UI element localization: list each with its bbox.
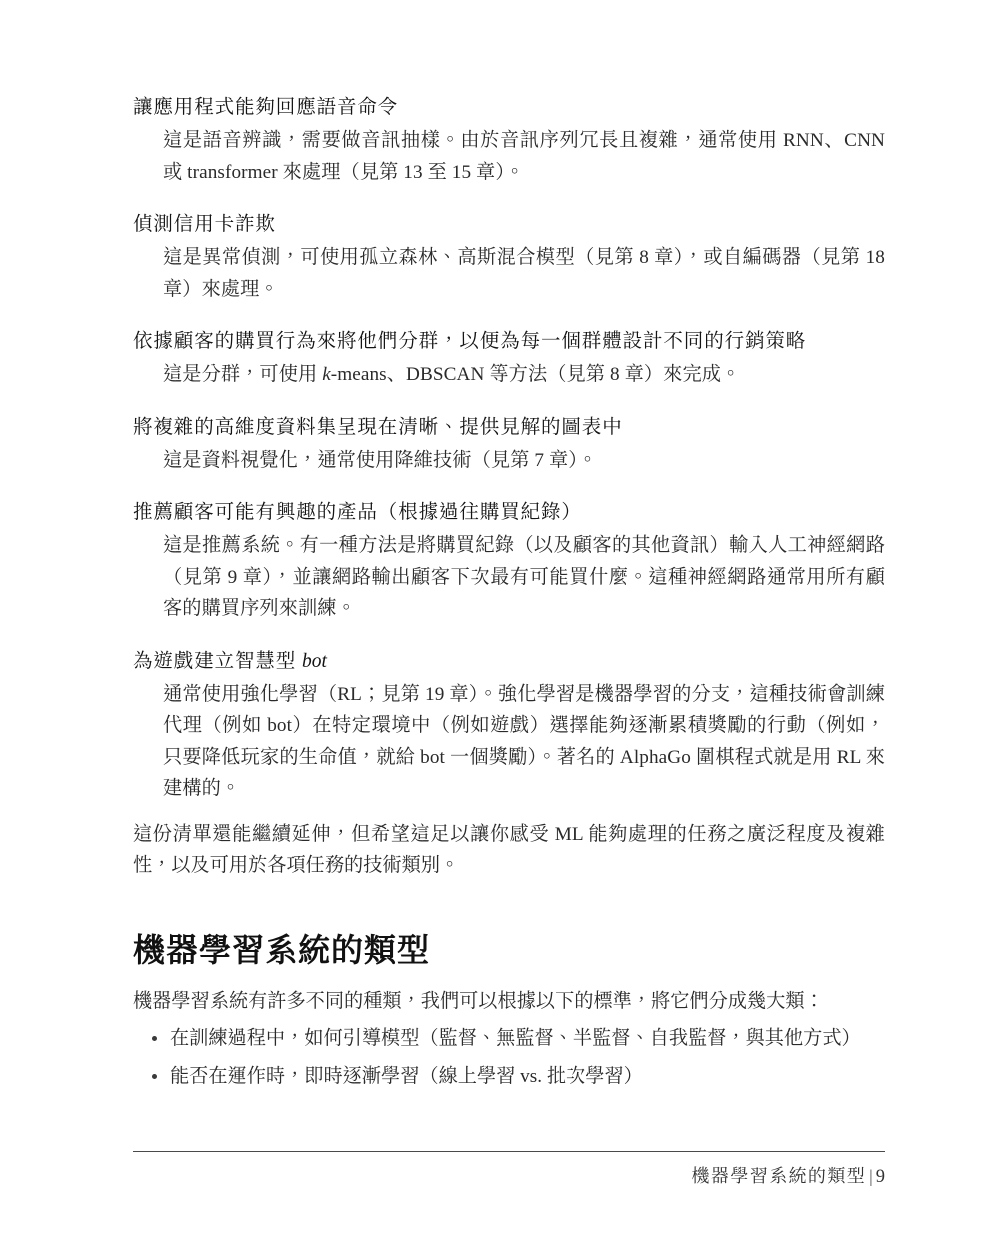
definition-term-text: 偵測信用卡詐欺 [133,214,276,235]
definition-term [133,92,885,123]
definition-term-text: 讓應用程式能夠回應語音命令 [133,97,399,118]
definition-term-text: 為遊戲建立智慧型 [133,650,302,672]
spacer [133,200,885,209]
page-footer [692,1163,885,1190]
footer-title: 機器學習系統的類型 [691,1166,867,1186]
definition-term-text: 推薦顧客可能有興趣的產品（根據過往購買紀錄） [133,502,582,523]
closing-paragraph: 這份清單還能繼續延伸，但希望這足以讓你感受 ML 能夠處理的任務之廣泛程度及複雜性，以及可用於各項任務的技術類別。 [133,823,885,876]
list-item [133,1023,885,1055]
spacer [133,403,885,412]
definition-body: 這是異常偵測，可使用孤立森林、高斯混合模型（見第 8 章），或自編碼器（見第 18 章）來處理。 [163,247,885,300]
algorithm-name-italic: k [322,364,331,385]
bullet-dot-icon [152,1074,157,1079]
criteria-bullet-list [133,1023,885,1092]
list-item [133,1061,885,1093]
footer-page-number: 9 [875,1167,885,1187]
definition-body: 這是語音辨識，需要做音訊抽樣。由於音訊序列冗長且複雜，通常使用 RNN、CNN 或 transformer 來處理（見第 13 至 15 章）。 [163,130,885,183]
definition-term [133,412,885,443]
spacer [133,488,885,497]
definition-term [133,326,885,357]
definition-body: 這是推薦系統。有一種方法是將購買紀錄（以及顧客的其他資訊）輸入人工神經網路（見第 9 章），並讓網路輸出顧客下次最有可能買什麼。這種神經網路通常用所有顧客的購買序列來訓練。 [163,535,885,619]
definition-body: 這是資料視覺化，通常使用降維技術（見第 7 章）。 [163,449,598,471]
task-definition-list [133,92,885,805]
definition-term [133,497,885,528]
definition-term [133,209,885,240]
spacer [133,637,885,646]
definition-body-prefix: 這是分群，可使用 [163,364,323,385]
spacer [133,317,885,326]
page-content [133,92,885,1098]
definition-term-italic-suffix: bot [301,650,327,672]
footer-divider [133,1151,885,1152]
footer-separator: | [869,1166,873,1186]
definition-body: 通常使用強化學習（RL；見第 19 章）。強化學習是機器學習的分支，這種技術會訓練代理（例如 bot）在特定環境中（例如遊戲）選擇能夠逐漸累積獎勵的行動（例如，只要降低玩家的生命值，就給 bot 一個獎勵）。著名的 AlphaGo 圍棋程式就是用 RL 來建構的。 [163,683,885,799]
definition-body [133,359,885,391]
definition-term-text: 將複雜的高維度資料集呈現在清晰、提供見解的圖表中 [133,416,623,438]
bullet-dot-icon [152,1036,157,1041]
section-heading: 機器學習系統的類型 [133,930,431,969]
definition-term-text: 依據顧客的購買行為來將他們分群，以便為每一個群體設計不同的行銷策略 [133,331,807,352]
definition-term [133,646,885,677]
section-intro-paragraph: 機器學習系統有許多不同的種類，我們可以根據以下的標準，將它們分成幾大類： [133,990,824,1012]
definition-body-suffix: -means、DBSCAN 等方法（見第 8 章）來完成。 [330,364,741,385]
list-item-text: 能否在運作時，即時逐漸學習（線上學習 vs. 批次學習） [170,1065,643,1087]
list-item-text: 在訓練過程中，如何引導模型（監督、無監督、半監督、自我監督，與其他方式） [170,1028,861,1049]
